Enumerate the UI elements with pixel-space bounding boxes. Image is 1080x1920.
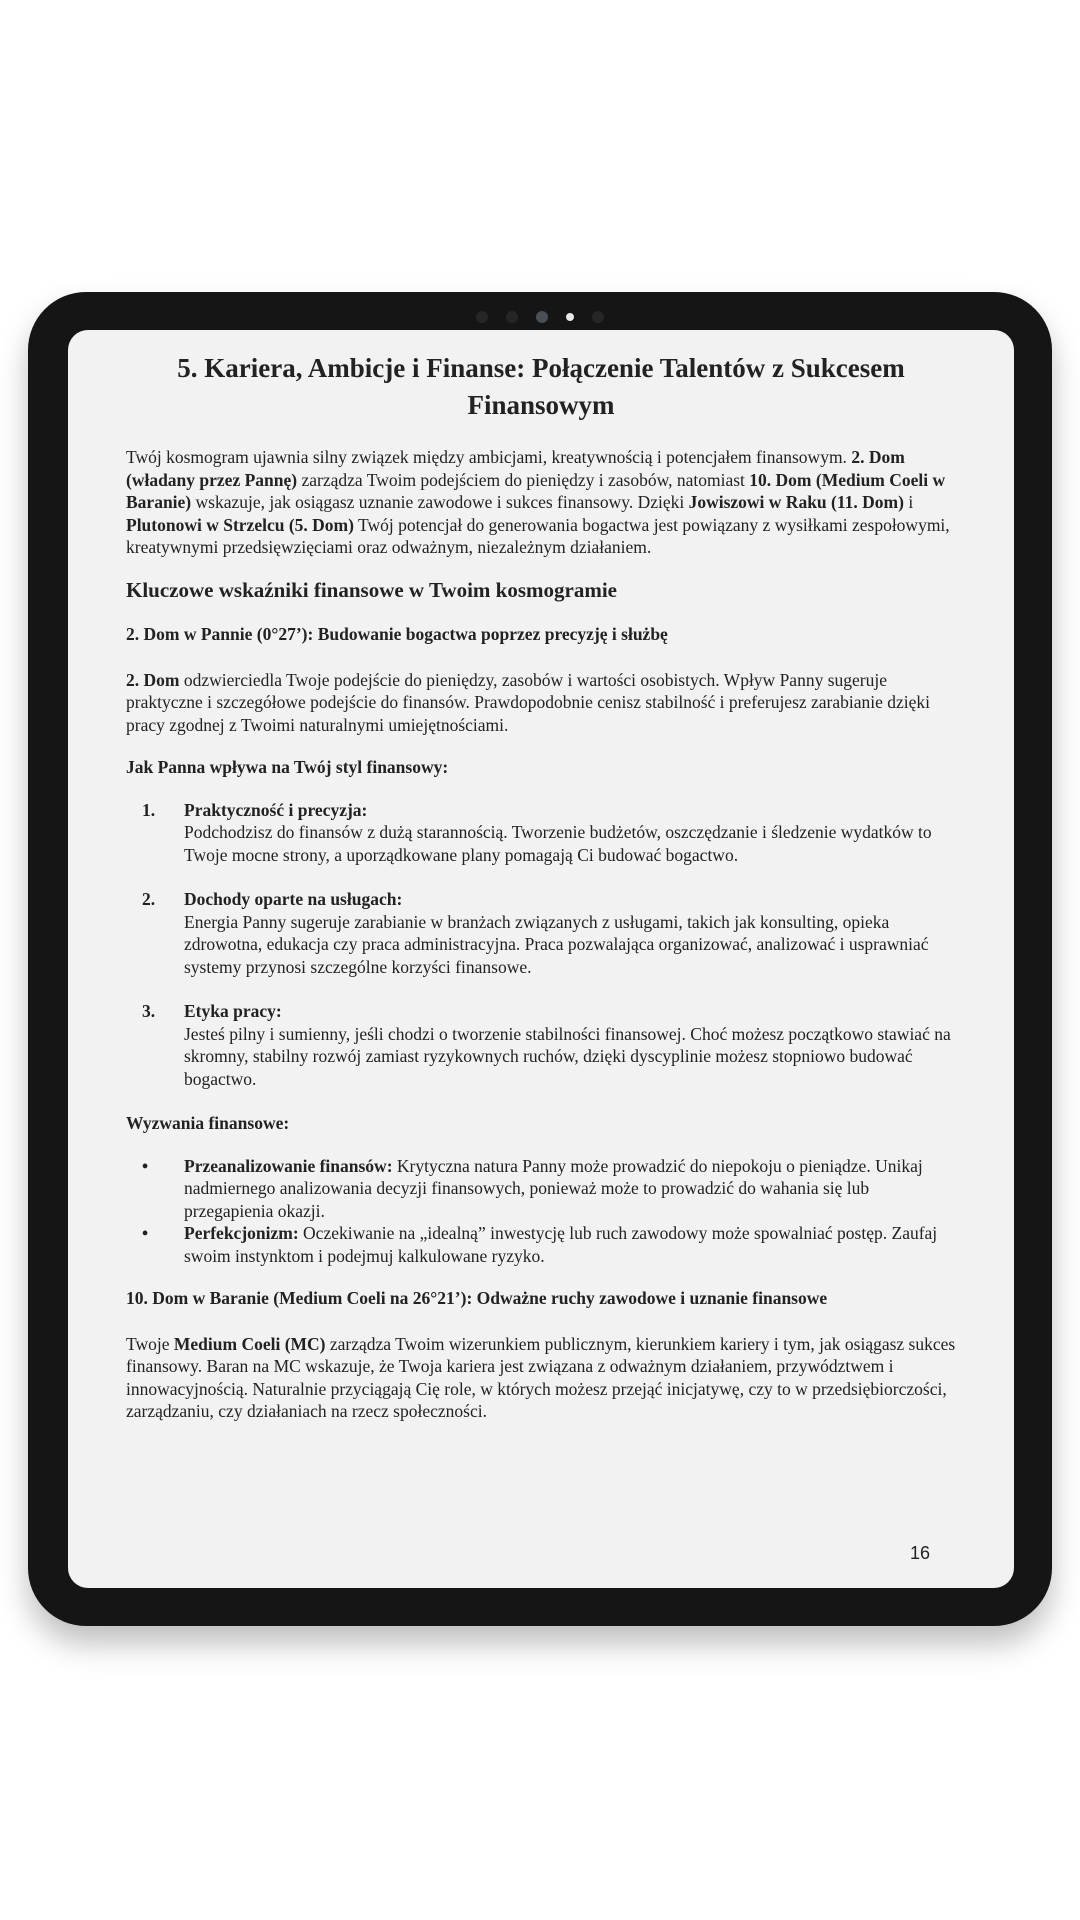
- list-item-text: Energia Panny sugeruje zarabianie w branżach związanych z usługami, takich jak konsulting, opieka zdrowotna, edukacja czy praca administracyjna. Praca pozwalająca organizować, analizować i usprawniać systemy przynosi szczególne korzyści finansowe.: [184, 911, 929, 977]
- page-number: 16: [909, 1543, 930, 1563]
- list-item: [126, 1000, 956, 1090]
- bullet-icon: •: [142, 1155, 149, 1176]
- list-item-title: Perfekcjonizm:: [184, 1223, 299, 1243]
- intro-bold: Jowiszowi w Raku (11. Dom): [688, 492, 904, 512]
- sensor-dot: [592, 311, 604, 323]
- intro-bold: Plutonowi w Strzelcu (5. Dom): [126, 514, 354, 535]
- sensor-dot: [476, 311, 488, 323]
- intro-text: Twój kosmogram ujawnia silny związek między ambicjami, kreatywnością i potencjałem finansowym.: [126, 447, 852, 467]
- list-item-text: Oczekiwanie na „idealną” inwestycję lub ruch zawodowy może spowalniać postęp. Zaufaj swoim instynktom i podejmuj kalkulowane ryzyko.: [184, 1223, 938, 1266]
- house2-heading: 2. Dom w Pannie (0°27’): Budowanie bogactwa poprzez precyzję i służbę: [126, 624, 668, 644]
- indicator-light: [566, 313, 574, 321]
- intro-paragraph: [126, 446, 956, 559]
- house10-heading: 10. Dom w Baranie (Medium Coeli na 26°21’): Odważne ruchy zawodowe i uznanie finansowe: [126, 1288, 828, 1308]
- list-item-title: Przeanalizowanie finansów:: [184, 1155, 393, 1176]
- house10-paragraph: [126, 1333, 956, 1423]
- list-number: 3.: [142, 1001, 156, 1021]
- section-heading: Kluczowe wskaźniki finansowe w Twoim kosmogramie: [126, 577, 617, 602]
- camera-bar: [28, 310, 1052, 324]
- list-item-title: Praktyczność i precyzja:: [184, 799, 368, 820]
- list-item-text: Podchodzisz do finansów z dużą starannością. Tworzenie budżetów, oszczędzanie i śledzenie wydatków to Twoje mocne strony, a uporządkowane plany pomagają Ci budować bogactwo.: [184, 822, 932, 865]
- house10-bold: Medium Coeli (MC): [173, 1333, 326, 1354]
- sensor-dot: [506, 311, 518, 323]
- house2-text: odzwierciedla Twoje podejście do pieniędzy, zasobów i wartości osobistych. Wpływ Panny sugeruje praktyczne i szczegółowe podejście do finansów. Prawdopodobnie cenisz stabilność i preferujesz zarabianie dzięki pracy zgodnej z Twoimi naturalnymi umiejętnościami.: [126, 669, 931, 735]
- house2-bold: 2. Dom: [126, 669, 180, 690]
- intro-text: i: [903, 492, 914, 512]
- document-page: [126, 350, 956, 1443]
- list-item: [126, 1155, 956, 1223]
- list-item-text: Krytyczna natura Panny może prowadzić do niepokoju o pieniądze. Unikaj nadmiernego analizowania decyzji finansowych, ponieważ może to prowadzić do wahania się lub przegapienia okazji.: [184, 1155, 923, 1221]
- intro-bold: 2. Dom (władany przez Pannę): [126, 447, 905, 490]
- intro-text: wskazuje, jak osiągasz uznanie zawodowe i sukces finansowy. Dzięki: [191, 492, 689, 512]
- intro-bold: 10. Dom (Medium Coeli w Baranie): [126, 469, 946, 512]
- list-item: [126, 888, 956, 978]
- list-number: 2.: [142, 889, 156, 909]
- style-heading: Jak Panna wpływa na Twój styl finansowy:: [126, 757, 449, 777]
- list-item: [126, 1222, 956, 1267]
- page-title: 5. Kariera, Ambicje i Finanse: Połączenie Talentów z Sukcesem Finansowym: [177, 353, 905, 420]
- list-item-title: Dochody oparte na usługach:: [184, 889, 403, 909]
- house10-text: Twoje: [126, 1333, 174, 1354]
- numbered-list: [126, 799, 956, 1091]
- list-item: [126, 799, 956, 867]
- tablet-screen: [68, 330, 1014, 1588]
- intro-text: Twój potencjał do generowania bogactwa jest powiązany z wysiłkami zespołowymi, kreatywnymi przedsięwzięciami oraz odważnym, niezależnym działaniem.: [126, 514, 950, 557]
- house2-paragraph: [126, 669, 956, 737]
- bullet-icon: •: [142, 1223, 149, 1243]
- list-item-title: Etyka pracy:: [184, 1001, 282, 1021]
- list-item-text: Jesteś pilny i sumienny, jeśli chodzi o tworzenie stabilności finansowej. Choć możesz początkowo stawiać na skromny, stabilny rozwój zamiast ryzykownych ruchów, dzięki dyscyplinie możesz stopniowo budować bogactwo.: [184, 1023, 951, 1089]
- house10-text: zarządza Twoim wizerunkiem publicznym, kierunkiem kariery i tym, jak osiągasz sukces finansowy. Baran na MC wskazuje, że Twoja kariera jest związana z odważnym działaniem, przywództwem i innowacyjnością. Naturalnie przyciągają Cię role, w których możesz przejąć inicjatywę, czy to w przedsiębiorczości, zarządzaniu, czy działaniach na rzecz społeczności.: [126, 1333, 956, 1421]
- list-number: 1.: [142, 799, 156, 820]
- challenges-list: [126, 1155, 956, 1268]
- camera-lens-icon: [536, 311, 548, 323]
- challenges-heading: Wyzwania finansowe:: [126, 1113, 290, 1133]
- intro-text: zarządza Twoim podejściem do pieniędzy i zasobów, natomiast: [297, 469, 750, 490]
